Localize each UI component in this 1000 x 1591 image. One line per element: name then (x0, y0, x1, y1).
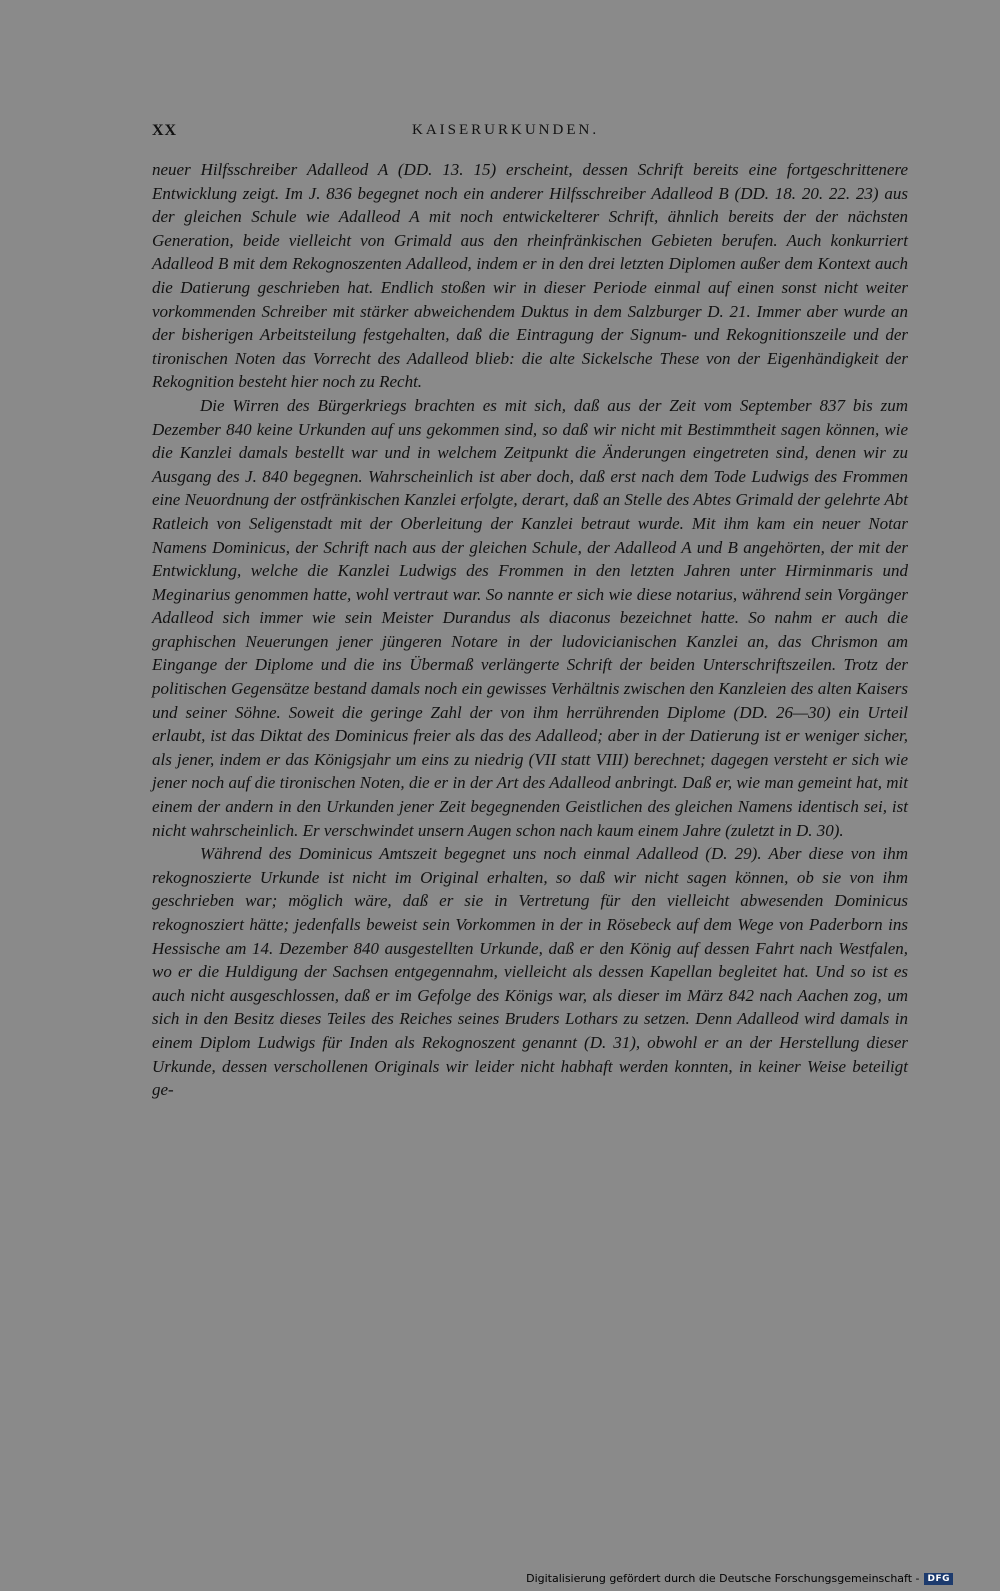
dfg-logo-icon: DFG (924, 1573, 953, 1585)
page-header (152, 122, 908, 144)
footer-credit-text: Digitalisierung gefördert durch die Deutsche Forschungsgemeinschaft - (526, 1572, 920, 1585)
running-head: KAISERURKUNDEN. (412, 122, 600, 138)
page-number: XX (152, 122, 178, 139)
body-text (152, 158, 908, 1102)
paragraph-2: Die Wirren des Bürgerkriegs brachten es mit sich, daß aus der Zeit vom September 837 bis zum Dezember 840 keine Urkunden auf uns gekommen sind, so daß wir nicht mit Bestimmtheit sagen können, wie die Kanzlei damals bestellt war und in welchem Zeitpunkt die Änderungen eingetreten sind, denen wir zu Ausgang des J. 840 begegnen. Wahrscheinlich ist aber doch, daß erst nach dem Tode Ludwigs des Frommen eine Neuordnung der ostfränkischen Kanzlei erfolgte, derart, daß an Stelle des Abtes Grimald der gelehrte Abt Ratleich von Seligenstadt mit der Oberleitung der Kanzlei betraut wurde. Mit ihm kam ein neuer Notar Namens Dominicus, der Schrift nach aus der gleichen Schule, der Adalleod A und B angehörten, der mit der Entwicklung, welche die Kanzlei Ludwigs des Frommen in den letzten Jahren unter Hirminmaris und Meginarius genommen hatte, wohl vertraut war. So nannte er sich wie diese notarius, während sein Vorgänger Adalleod sich immer wie sein Meister Durandus als diaconus bezeichnet hatte. So nahm er auch die graphischen Neuerungen jener jüngeren Notare in der ludovicianischen Kanzlei an, das Chrismon am Eingange der Diplome und die ins Übermaß verlängerte Schrift der beiden Unterschriftszeilen. Trotz der politischen Gegensätze bestand damals noch ein gewisses Verhältnis zwischen den Kanzleien des alten Kaisers und seiner Söhne. Soweit die geringe Zahl der von ihm herrührenden Diplome (DD. 26—30) ein Urteil erlaubt, ist das Diktat des Dominicus freier als das des Adalleod; aber in der Datierung ist er weniger sicher, als jener, indem er das Königsjahr um eins zu niedrig (VII statt VIII) berechnet; dagegen versteht er sich wie jener noch auf die tironischen Noten, die er in der Art des Adalleod anbringt. Daß er, wie man gemeint hat, mit einem der andern in den Urkunden jener Zeit begegnenden Geistlichen des gleichen Namens identisch sei, ist nicht wahrscheinlich. Er verschwindet unsern Augen schon nach kaum einem Jahre (zuletzt in D. 30). (152, 395, 908, 840)
paragraph-1: neuer Hilfsschreiber Adalleod A (DD. 13. 15) erscheint, dessen Schrift bereits eine fortgeschrittenere Entwicklung zeigt. Im J. 836 begegnet noch ein anderer Hilfsschreiber Adalleod B (DD. 18. 20. 22. 23) aus der gleichen Schule wie Adalleod A mit noch entwickelterer Schrift, ähnlich bereits der der nächsten Generation, beide vielleicht von Grimald aus den rheinfränkischen Gebieten berufen. Auch konkurriert Adalleod B mit dem Rekognoszenten Adalleod, indem er in den drei letzten Diplomen außer dem Kontext auch die Datierung geschrieben hat. Endlich stoßen wir in dieser Periode einmal auf einen sonst nicht weiter vorkommenden Schreiber mit stärker abweichendem Duktus in dem Salzburger D. 21. Immer aber wurde an der bisherigen Arbeitsteilung festgehalten, daß die Eintragung der Signum- und Rekognitionszeile und der tironischen Noten das Vorrecht des Adalleod blieb: die alte Sickelsche These von der Eigenhändigkeit der Rekognition besteht hier noch zu Recht. (152, 160, 908, 392)
paragraph-3: Während des Dominicus Amtszeit begegnet uns noch einmal Adalleod (D. 29). Aber diese von ihm rekognoszierte Urkunde ist nicht im Original erhalten, so daß wir nicht sagen können, ob sie von ihm geschrieben war; möglich wäre, daß er sie in Vertretung für den vielleicht abwesenden Dominicus rekognosziert hätte; jedenfalls beweist sein Vorkommen in der in Rösebeck auf dem Wege von Paderborn ins Hessische am 14. Dezember 840 ausgestellten Urkunde, daß er den König auf dessen Fahrt nach Westfalen, wo er die Huldigung der Sachsen entgegennahm, vielleicht als dessen Kapellan begleitet hat. Und so ist es auch nicht ausgeschlossen, daß er im Gefolge des Königs war, als dieser im März 842 nach Aachen zog, um sich in den Besitz dieses Teiles des Reiches seines Bruders Lothars zu setzen. Denn Adalleod wird damals in einem Diplom Ludwigs für Inden als Rekognoszent genannt (D. 31), obwohl er an der Herstellung dieser Urkunde, dessen verschollenen Originals wir leider nicht habhaft werden konnten, in keiner Weise beteiligt ge- (152, 844, 908, 1100)
footer-credit (526, 1572, 953, 1585)
